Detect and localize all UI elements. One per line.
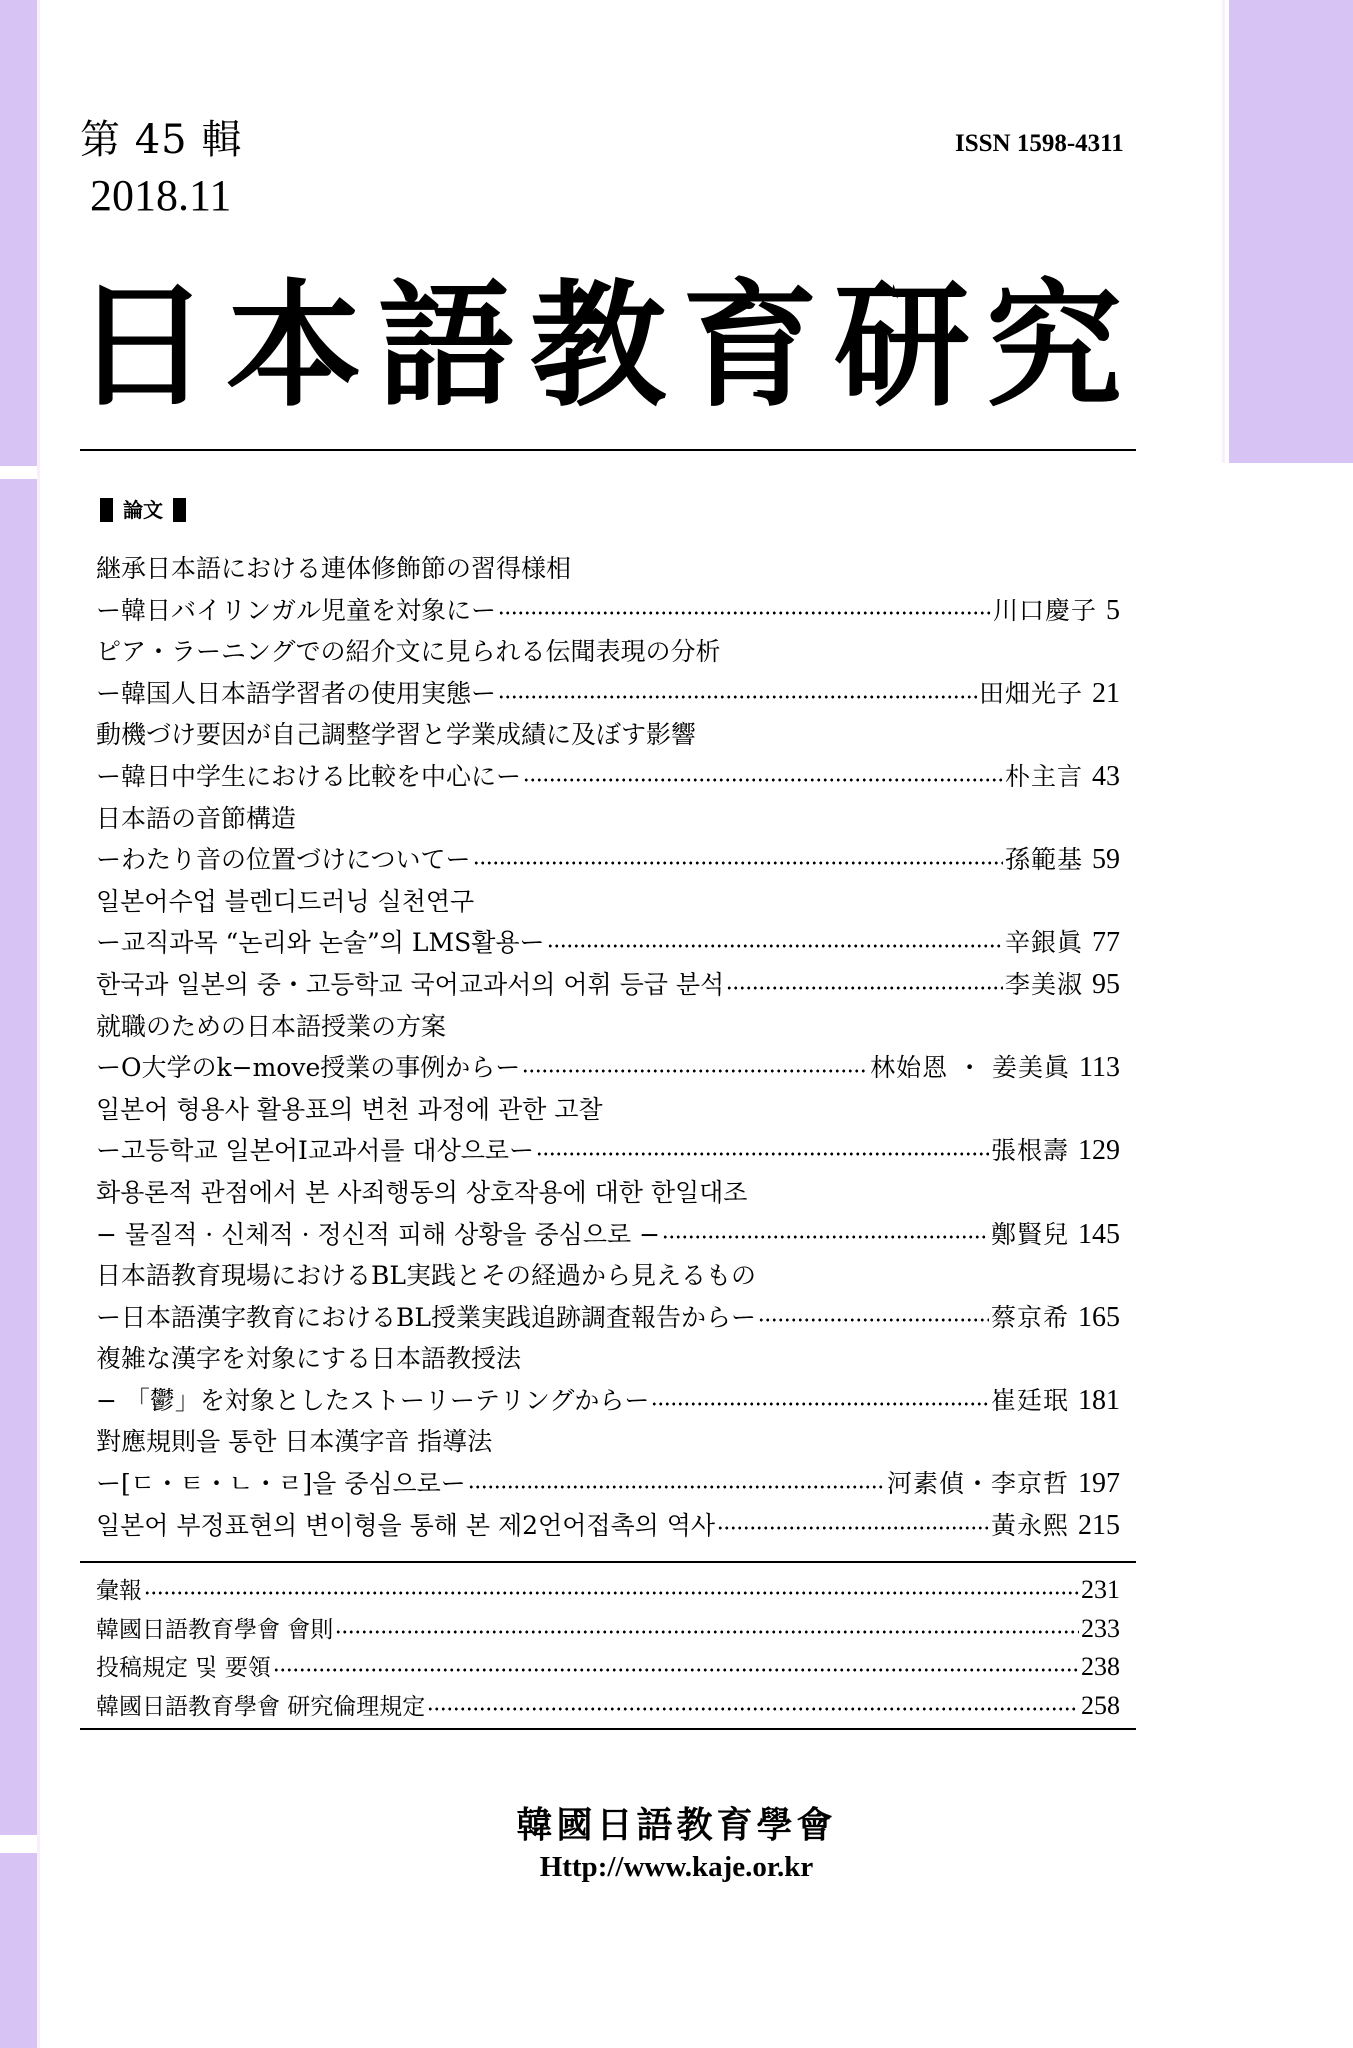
section-heading-label: 論文 (123, 498, 163, 522)
toc-line-text: ーわたり音の位置づけについてー (96, 845, 471, 875)
toc-author: 川口慶子 (992, 595, 1097, 625)
misc-entry[interactable] (96, 1571, 1120, 1610)
article-entry[interactable] (96, 631, 1120, 714)
issue-number: 第 45 輯 (80, 117, 243, 163)
misc-entry[interactable] (96, 1687, 1120, 1726)
article-entry[interactable] (96, 1338, 1120, 1421)
publisher-website[interactable]: Http://www.kaje.or.kr (539, 1851, 814, 1883)
toc-line[interactable] (96, 1130, 1120, 1172)
toc-page-number: 238 (1081, 1652, 1120, 1681)
toc-page-number: 5 (1106, 594, 1120, 626)
toc-page-number: 95 (1092, 968, 1120, 1000)
toc-line[interactable] (96, 798, 1120, 840)
toc-line-text: ー韓日バイリンガル児童を対象にー (96, 595, 497, 625)
toc-page-number: 113 (1079, 1052, 1120, 1084)
stripe-edge-left (37, 0, 40, 2048)
table-of-contents (96, 548, 1120, 1546)
toc-page-number: 258 (1081, 1690, 1120, 1720)
decorative-block-right (1229, 0, 1353, 463)
heading-bar-right (173, 498, 186, 522)
toc-page-number: 43 (1092, 760, 1120, 792)
divider-top (80, 449, 1136, 451)
toc-line-text: 韓國日語教育學會 會則 (96, 1616, 334, 1643)
toc-line[interactable] (96, 1214, 1120, 1256)
dot-leader (427, 1707, 1079, 1711)
article-entry[interactable] (96, 548, 1120, 631)
article-entry[interactable] (96, 1255, 1120, 1338)
toc-page-number: 59 (1092, 844, 1120, 876)
toc-line-text: 就職のための日本語授業の方案 (96, 1011, 447, 1041)
toc-line-text: 複雑な漢字を対象にする日本語教授法 (96, 1344, 522, 1374)
dot-leader (144, 1591, 1079, 1595)
dot-leader (717, 1526, 989, 1530)
toc-page-number: 21 (1092, 677, 1120, 709)
article-entry[interactable] (96, 1172, 1120, 1255)
toc-line-text: 對應規則을 통한 日本漢字音 指導法 (96, 1427, 493, 1457)
toc-line-text: ー교직과목 “논리와 논술”의 LMS활용ー (96, 928, 545, 958)
toc-line[interactable] (96, 756, 1120, 798)
toc-line-text: ーO大学のk−move授業の事例からー (96, 1053, 521, 1083)
misc-contents (96, 1571, 1120, 1725)
article-entry[interactable] (96, 881, 1120, 964)
toc-line[interactable] (96, 714, 1120, 756)
toc-line[interactable] (96, 922, 1120, 964)
toc-line[interactable] (96, 548, 1120, 590)
publisher-name: 韓國日語教育學會 (516, 1805, 837, 1846)
toc-line-text: ー韓日中学生における比較を中心にー (96, 761, 522, 791)
section-heading (100, 496, 196, 524)
toc-author: 李美淑 (1004, 969, 1083, 999)
dot-leader (498, 611, 991, 615)
article-entry[interactable] (96, 714, 1120, 797)
toc-page-number: 233 (1081, 1613, 1120, 1643)
article-entry[interactable] (96, 1089, 1120, 1172)
toc-page-number: 145 (1078, 1218, 1120, 1250)
toc-line[interactable] (96, 839, 1120, 881)
toc-line[interactable] (96, 1089, 1120, 1131)
toc-author: 田畑光子 (978, 678, 1083, 708)
toc-line[interactable] (96, 1255, 1120, 1297)
toc-line[interactable] (96, 631, 1120, 673)
issue-date: 2018.11 (90, 171, 232, 220)
toc-line[interactable] (96, 1505, 1120, 1547)
dot-leader (536, 1152, 989, 1156)
journal-title: 日本語教育研究 (74, 268, 1138, 426)
toc-line[interactable] (96, 1172, 1120, 1214)
toc-page-number: 215 (1078, 1509, 1120, 1541)
toc-line[interactable] (96, 1006, 1120, 1048)
toc-line-text: 日本語の音節構造 (96, 803, 297, 833)
heading-bar-left (100, 498, 113, 522)
toc-author: 朴主言 (1004, 761, 1083, 791)
dot-leader (522, 1069, 868, 1073)
dot-leader (758, 1318, 989, 1322)
issn: ISSN 1598-4311 (955, 130, 1124, 157)
dot-leader (273, 1668, 1079, 1672)
toc-line-text: ピア・ラーニングでの紹介文に見られる伝聞表現の分析 (96, 637, 721, 667)
toc-line-text: ー[ㄷ・ㅌ・ㄴ・ㄹ]을 중심으로ー (96, 1469, 466, 1499)
toc-line[interactable] (96, 1338, 1120, 1380)
article-entry[interactable] (96, 1421, 1120, 1504)
toc-line[interactable] (96, 590, 1120, 632)
decorative-stripe-left-middle (0, 479, 37, 1835)
misc-entry[interactable] (96, 1610, 1120, 1649)
article-entry[interactable] (96, 1505, 1120, 1547)
article-entry[interactable] (96, 1006, 1120, 1089)
dot-leader (473, 861, 1003, 865)
toc-line-text: 韓國日語教育學會 研究倫理規定 (96, 1693, 426, 1720)
toc-line-text: 動機づけ要因が自己調整学習と学業成績に及ぼす影響 (96, 720, 697, 750)
toc-author: 河素偵・李京哲 (886, 1469, 1069, 1499)
toc-page-number: 129 (1078, 1135, 1120, 1167)
toc-author: 張根壽 (990, 1136, 1069, 1166)
article-entry[interactable] (96, 798, 1120, 881)
toc-author: 孫範基 (1004, 845, 1083, 875)
toc-line-text: ー고등학교 일본어Ⅰ교과서를 대상으로ー (96, 1136, 535, 1166)
toc-line-text: 日本語教育現場におけるBL実践とその経過から見えるもの (96, 1261, 756, 1291)
toc-line[interactable] (96, 1421, 1120, 1463)
toc-line-text: − 물질적 · 신체적 · 정신적 피해 상황을 중심으로 − (96, 1219, 661, 1249)
toc-author: 鄭賢兒 (990, 1219, 1069, 1249)
toc-line[interactable] (96, 1297, 1120, 1339)
toc-line[interactable] (96, 1047, 1120, 1089)
toc-author: 黃永熙 (990, 1510, 1069, 1540)
misc-entry[interactable] (96, 1648, 1120, 1687)
toc-page-number: 77 (1092, 927, 1120, 959)
toc-line[interactable] (96, 1380, 1120, 1422)
decorative-stripe-left-top (0, 0, 37, 466)
toc-line-text: 일본어 부정표현의 변이형을 통해 본 제2언어접촉의 역사 (96, 1510, 716, 1540)
toc-line-text: 화용론적 관점에서 본 사죄행동의 상호작용에 대한 한일대조 (96, 1177, 748, 1207)
dot-leader (651, 1402, 989, 1406)
divider-middle (80, 1561, 1136, 1563)
dot-leader (498, 695, 977, 699)
dot-leader (662, 1235, 989, 1239)
toc-author: 辛銀眞 (1004, 928, 1083, 958)
toc-author: 蔡京希 (990, 1302, 1069, 1332)
toc-page-number: 165 (1078, 1301, 1120, 1333)
dot-leader (468, 1485, 885, 1489)
dot-leader (335, 1630, 1079, 1634)
toc-page-number: 181 (1078, 1384, 1120, 1416)
toc-line[interactable] (96, 673, 1120, 715)
toc-line-text: 継承日本語における連体修飾節の習得様相 (96, 554, 572, 583)
toc-line[interactable] (96, 881, 1120, 923)
toc-line-text: ー韓国人日本語学習者の使用実態ー (96, 678, 497, 708)
toc-author: 林始恩 ・ 姜美眞 (870, 1053, 1071, 1083)
dot-leader (547, 944, 1003, 948)
dot-leader (523, 778, 1003, 782)
toc-line-text: 일본어수업 블렌디드러닝 실천연구 (96, 886, 475, 916)
toc-line-text: 한국과 일본의 중・고등학교 국어교과서의 어휘 등급 분석 (96, 969, 725, 999)
toc-page-number: 197 (1078, 1468, 1120, 1500)
toc-line-text: 投稿規定 및 要領 (96, 1655, 271, 1681)
toc-line[interactable] (96, 1463, 1120, 1505)
toc-page-number: 231 (1081, 1575, 1120, 1604)
toc-line[interactable] (96, 964, 1120, 1006)
toc-author: 崔廷珉 (990, 1385, 1069, 1415)
toc-line-text: ー日本語漢字教育におけるBL授業実践追跡調査報告からー (96, 1302, 756, 1332)
divider-bottom (80, 1728, 1136, 1730)
article-entry[interactable] (96, 964, 1120, 1006)
dot-leader (726, 986, 1003, 990)
toc-line-text: − 「鬱」を対象としたストーリーテリングからー (96, 1385, 650, 1415)
stripe-edge-right (1222, 0, 1225, 463)
toc-line-text: 일본어 형용사 활용표의 변천 과정에 관한 고찰 (96, 1094, 603, 1124)
toc-line-text: 彙報 (96, 1578, 142, 1604)
